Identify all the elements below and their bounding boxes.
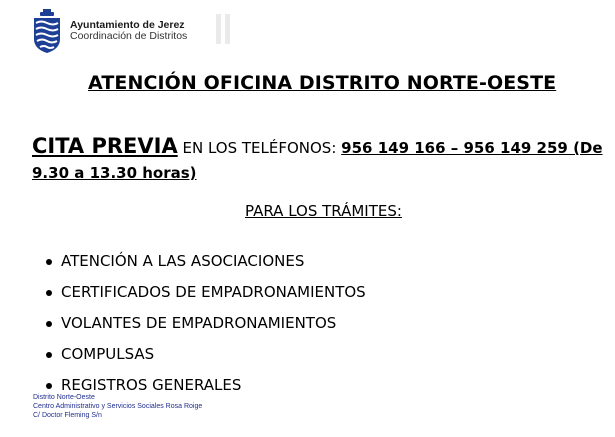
bullet-icon <box>46 259 52 265</box>
list-item-label: ATENCIÓN A LAS ASOCIACIONES <box>61 252 305 270</box>
procedures-heading: PARA LOS TRÁMITES: <box>245 202 402 220</box>
list-item <box>46 252 366 283</box>
organization-name: Ayuntamiento de Jerez <box>70 19 185 31</box>
appointment-phones-label: EN LOS TELÉFONOS: <box>177 139 342 157</box>
shield-waves-icon <box>32 9 62 53</box>
appointment-phone-numbers: 956 149 166 – 956 149 259 (De <box>341 139 603 157</box>
appointment-line <box>32 134 612 158</box>
footer <box>33 393 202 420</box>
footer-district: Distrito Norte-Oeste <box>33 394 95 401</box>
bullet-icon <box>46 321 52 327</box>
procedures-list <box>46 252 366 407</box>
bullet-icon <box>46 290 52 296</box>
bullet-icon <box>46 352 52 358</box>
list-item-label: COMPULSAS <box>61 345 155 363</box>
list-item-label: VOLANTES DE EMPADRONAMIENTOS <box>61 314 337 332</box>
list-item-label: CERTIFICADOS DE EMPADRONAMIENTOS <box>61 283 366 301</box>
list-item <box>46 345 366 376</box>
appointment-heading: CITA PREVIA <box>32 134 178 158</box>
list-item <box>46 283 366 314</box>
footer-center: Centro Administrativo y Servicios Sociales Rosa Roige <box>33 403 203 410</box>
organization-department: Coordinación de Distritos <box>70 30 188 42</box>
appointment-hours: 9.30 a 13.30 horas) <box>32 164 197 182</box>
page-title: ATENCIÓN OFICINA DISTRITO NORTE-OESTE <box>88 72 557 94</box>
organization-block <box>70 20 187 42</box>
list-item <box>46 314 366 345</box>
header <box>32 9 187 53</box>
footer-address: C/ Doctor Fleming S/n <box>33 412 102 419</box>
faint-bars-decoration <box>216 14 236 44</box>
list-item-label: REGISTROS GENERALES <box>61 376 242 394</box>
bullet-icon <box>46 383 52 389</box>
